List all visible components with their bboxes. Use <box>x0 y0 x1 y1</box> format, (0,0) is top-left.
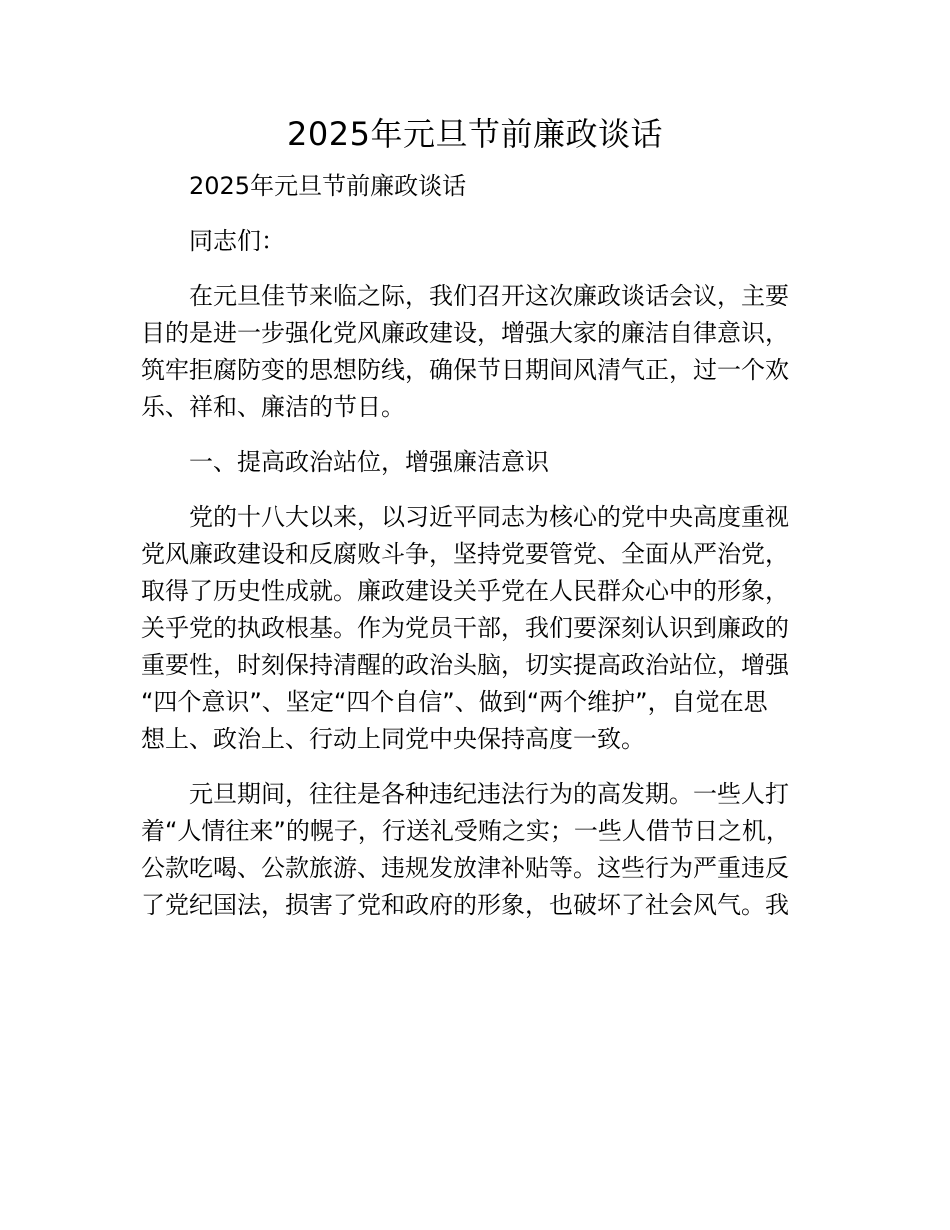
paragraph-line: 一、提高政治站位，增强廉洁意识 <box>189 448 549 476</box>
paragraph-line: 元旦期间，往往是各种违纪违法行为的高发期。一些人打 <box>189 780 789 808</box>
paragraph-line: 2025年元旦节前廉政谈话 <box>189 172 467 200</box>
paragraph-line: 着“人情往来”的幌子，行送礼受贿之实；一些人借节日之机， <box>141 817 790 845</box>
paragraph-line: 目的是进一步强化党风廉政建设，增强大家的廉洁自律意识， <box>141 319 789 347</box>
paragraph-line: 想上、政治上、行动上同党中央保持高度一致。 <box>141 725 645 753</box>
paragraph-line: 同志们： <box>189 227 285 255</box>
paragraph-section1-body <box>141 499 841 758</box>
paragraph-line: 在元旦佳节来临之际，我们召开这次廉政谈话会议，主要 <box>189 282 789 310</box>
paragraph-line: 筑牢拒腐防变的思想防线，确保节日期间风清气正，过一个欢 <box>141 356 789 384</box>
document-body <box>141 168 841 924</box>
paragraph-line: 党的十八大以来，以习近平同志为核心的党中央高度重视 <box>189 503 789 531</box>
paragraph-line: 重要性，时刻保持清醒的政治头脑，切实提高政治站位，增强 <box>141 651 789 679</box>
paragraph-line: 了党纪国法，损害了党和政府的形象，也破坏了社会风气。我 <box>141 891 789 919</box>
section-heading-1 <box>141 444 841 481</box>
paragraph-line: 公款吃喝、公款旅游、违规发放津补贴等。这些行为严重违反 <box>141 854 789 882</box>
paragraph-holiday-risks <box>141 776 841 924</box>
paragraph-subtitle <box>141 168 841 205</box>
paragraph-line: 党风廉政建设和反腐败斗争，坚持党要管党、全面从严治党， <box>141 540 789 568</box>
paragraph-line: “四个意识”、坚定“四个自信”、做到“两个维护”，自觉在思 <box>141 688 768 716</box>
paragraph-intro <box>141 278 841 426</box>
paragraph-salutation <box>141 223 841 260</box>
paragraph-line: 乐、祥和、廉洁的节日。 <box>141 393 405 421</box>
paragraph-line: 取得了历史性成就。廉政建设关乎党在人民群众心中的形象， <box>141 577 789 605</box>
document-title: 2025年元旦节前廉政谈话 <box>287 115 663 153</box>
paragraph-line: 关乎党的执政根基。作为党员干部，我们要深刻认识到廉政的 <box>141 614 789 642</box>
